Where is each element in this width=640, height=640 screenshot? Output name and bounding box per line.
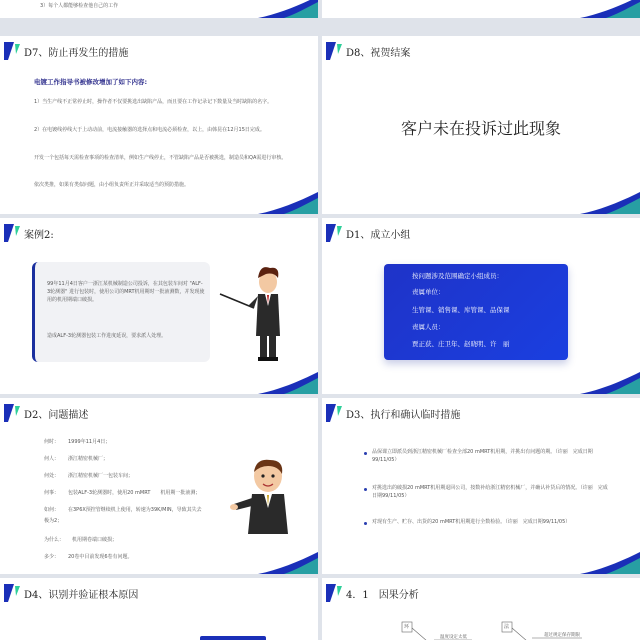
d8-message: 客户未在投诉过此现象 (400, 119, 561, 138)
header-accent-icon (4, 584, 20, 602)
bullet-icon (364, 488, 367, 491)
row-value: 浙江精密机械厂一包装车间； (68, 473, 134, 479)
row-value: 包装ALF-3轮测器时，使用20 mMRT 机用期一批液测； (68, 490, 201, 496)
case-paragraph: 造成ALF-3轮测器包装工作进度延误，要求派人处理。 (47, 333, 167, 339)
slide-title: D1、成立小组 (346, 230, 411, 241)
case-description-card (32, 262, 210, 362)
slide-corner-decoration (580, 0, 640, 18)
header-accent-icon (4, 224, 20, 242)
fishbone-label: 环 (404, 624, 410, 630)
header-accent-icon (326, 42, 342, 60)
header-accent-icon (326, 404, 342, 422)
d7-paragraph: 2）在电镀线停线大于上动动前，电流接触器的选择点和电流必须检查，以上，由韩昆在12月15日完成。 (34, 127, 265, 133)
team-line: 贾正获、庄卫年、赵晓明、许 丽 (412, 340, 510, 348)
slide-corner-decoration (580, 552, 640, 574)
measure-item: 对现有生产、贮存、出货的20 mMRT机用期进行全数检验。（许丽 完成日期99/11/05） (372, 519, 571, 525)
d7-heading: 电镀工作指导书被修改增加了如下内容: (34, 78, 148, 86)
row-label: 何事： (44, 490, 60, 496)
team-line: 责属人员： (412, 323, 445, 331)
d4-content-block (200, 636, 266, 640)
slide-corner-decoration (258, 552, 318, 574)
slide-corner-decoration (580, 372, 640, 394)
slide-d2 (0, 398, 318, 574)
row-label: 何人： (44, 456, 60, 462)
row-value: 20卷中目前发现6卷有问题。 (68, 554, 133, 560)
slide-title: D7、防止再发生的措施 (24, 48, 129, 59)
row-label: 为什么： (44, 537, 65, 543)
presenter-illustration (218, 264, 298, 364)
fishbone-label: 法 (504, 624, 510, 630)
problem-table (44, 436, 224, 568)
d7-paragraph: 依次类推，如果有类似问题，由小组负责所正并采取适当的预防措施。 (34, 182, 190, 188)
fishbone-label: 温度设定太低 (440, 635, 467, 640)
bullet-icon (364, 522, 367, 525)
row-value: 机用期卷端口破损； (72, 537, 118, 543)
d7-paragraph: 开发一个包括每天需检查事项的检查清单，例如生产线停止，不管缺陷产品是否被挑选，制造员和QA需进行审核。 (34, 155, 287, 161)
slide-4-1 (322, 578, 640, 640)
slide-top-left (0, 0, 318, 18)
top-left-item-3: 3）每个人都能够检查他自己的工作 (40, 3, 119, 9)
d7-paragraph: 1）当生产线不正常停止时，操作者不仅要挑选出缺陷产品，而且要在工作记录记下数量及当时缺陷的名字。 (34, 99, 273, 105)
team-line: 按问题涉及范围确定小组成员： (412, 272, 503, 280)
header-accent-icon (326, 584, 342, 602)
header-accent-icon (326, 224, 342, 242)
row-label: 何处： (44, 473, 60, 479)
businessman-illustration (230, 454, 300, 544)
fishbone-label: 超过规定保存期限 (544, 633, 580, 638)
team-members-card (384, 264, 568, 360)
slide-d8 (322, 36, 640, 214)
slide-title: D3、执行和确认临时措施 (346, 410, 461, 421)
row-value: 在3P6X预控管继续机上使用，转速为39K/MIN，导致其失去 (68, 507, 202, 513)
slide-title: D2、问题描述 (24, 410, 89, 421)
slide-corner-decoration (258, 192, 318, 214)
header-accent-icon (4, 404, 20, 422)
team-line: 责属单位： (412, 288, 445, 296)
row-value: 浙江精密机械厂； (68, 456, 109, 462)
slide-case2 (0, 218, 318, 394)
measure-item: 对挑选出的破损20 mMRT机用期退回公司，按数补给浙江精密机械厂，并确认补货后的情况。（许丽 完成日期99/11/05） (372, 485, 608, 499)
slide-d4 (0, 578, 318, 640)
slide-title: D4、识别并验证根本原因 (24, 590, 139, 601)
bullet-icon (364, 452, 367, 455)
slide-title: 4．1 因果分析 (346, 590, 419, 601)
row-value: 1999年11月4日； (68, 439, 111, 445)
row-label: 如何： (44, 507, 60, 513)
slide-corner-decoration (258, 372, 318, 394)
row-label: 多少： (44, 554, 60, 560)
case-paragraph: 99年11月4日客户一浙江某机械制造公司投诉，在其包装车间对 "ALF-3轮测器" 进行包装时，使用公司的MRT机用期时一批液测数，并发现使用的机用期端口破损。 (47, 281, 205, 303)
slide-title: 案例2: (24, 230, 54, 241)
slide-d1 (322, 218, 640, 394)
slide-top-right (322, 0, 640, 18)
measure-item: 品保课立即派员到浙江精密机械厂检查全部20 mMRT机用期，并挑出有问题的期。（许丽 完成日期99/11/05） (372, 449, 593, 463)
slide-title: D8、祝贺结案 (346, 48, 411, 59)
slide-corner-decoration (580, 192, 640, 214)
row-value: 极为2； (44, 518, 63, 524)
team-line: 生管课、销售课、库管课、品保课 (412, 306, 510, 314)
slide-d7 (0, 36, 318, 214)
header-accent-icon (4, 42, 20, 60)
slide-corner-decoration (258, 0, 318, 18)
row-label: 何时： (44, 439, 60, 445)
slide-d3 (322, 398, 640, 574)
